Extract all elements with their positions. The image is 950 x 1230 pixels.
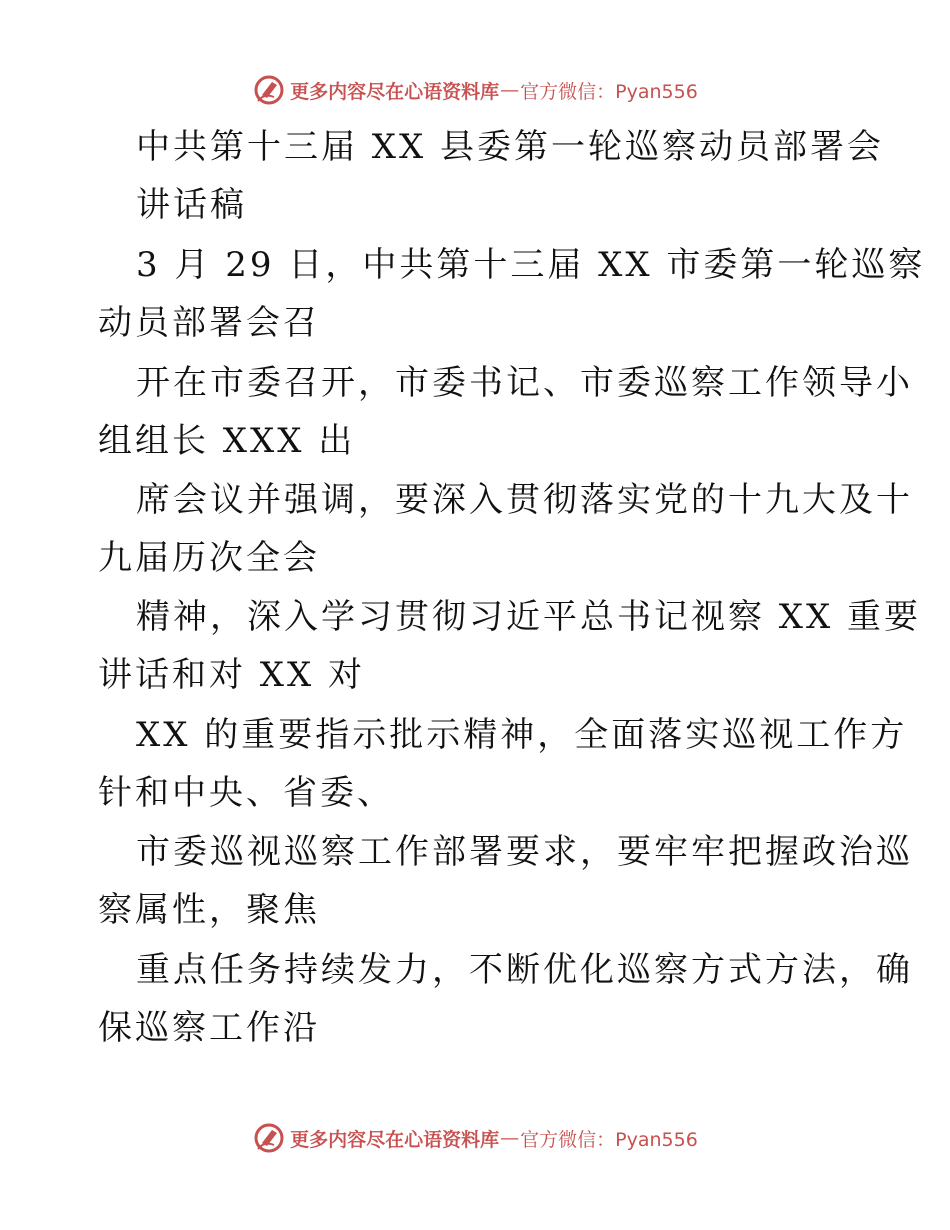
paragraph-line: 动员部署会召 xyxy=(98,303,320,343)
paragraph-line: 重点任务持续发力，不断优化巡察方式方法，确 xyxy=(136,950,913,990)
paragraph-line: 精神，深入学习贯彻习近平总书记视察 XX 重要 xyxy=(136,597,922,637)
banner-title: 更多内容尽在心语资料库 xyxy=(290,1128,500,1151)
paragraph-line: 市委巡视巡察工作部署要求，要牢牢把握政治巡 xyxy=(136,832,913,872)
paragraph-line: XX 的重要指示批示精神，全面落实巡视工作方 xyxy=(136,715,908,755)
banner-title: 更多内容尽在心语资料库 xyxy=(290,80,500,103)
footer-banner xyxy=(0,1118,950,1158)
banner-contact: 官方微信：Pyan556 xyxy=(520,1128,698,1151)
banner-contact: 官方微信：Pyan556 xyxy=(520,80,698,103)
paragraph-line: 针和中央、省委、 xyxy=(98,773,394,813)
paragraph-line: 席会议并强调，要深入贯彻落实党的十九大及十 xyxy=(136,480,913,520)
banner-dash: — xyxy=(500,1127,520,1149)
paragraph-line: 讲话和对 XX 对 xyxy=(98,655,366,695)
paragraph-line: 3 月 29 日，中共第十三届 XX 市委第一轮巡察 xyxy=(136,245,926,285)
banner-dash: — xyxy=(500,79,520,101)
paragraph-line: 组组长 XXX 出 xyxy=(98,421,356,461)
paragraph-line: 察属性，聚焦 xyxy=(98,890,320,930)
title-line-2: 讲话稿 xyxy=(136,185,247,225)
paragraph-line: 开在市委召开，市委书记、市委巡察工作领导小 xyxy=(136,363,913,403)
paragraph-line: 九届历次全会 xyxy=(98,538,320,578)
brand-logo-icon xyxy=(252,1121,286,1155)
paragraph-line: 保巡察工作沿 xyxy=(98,1008,320,1048)
title-line-1: 中共第十三届 XX 县委第一轮巡察动员部署会 xyxy=(136,127,885,167)
